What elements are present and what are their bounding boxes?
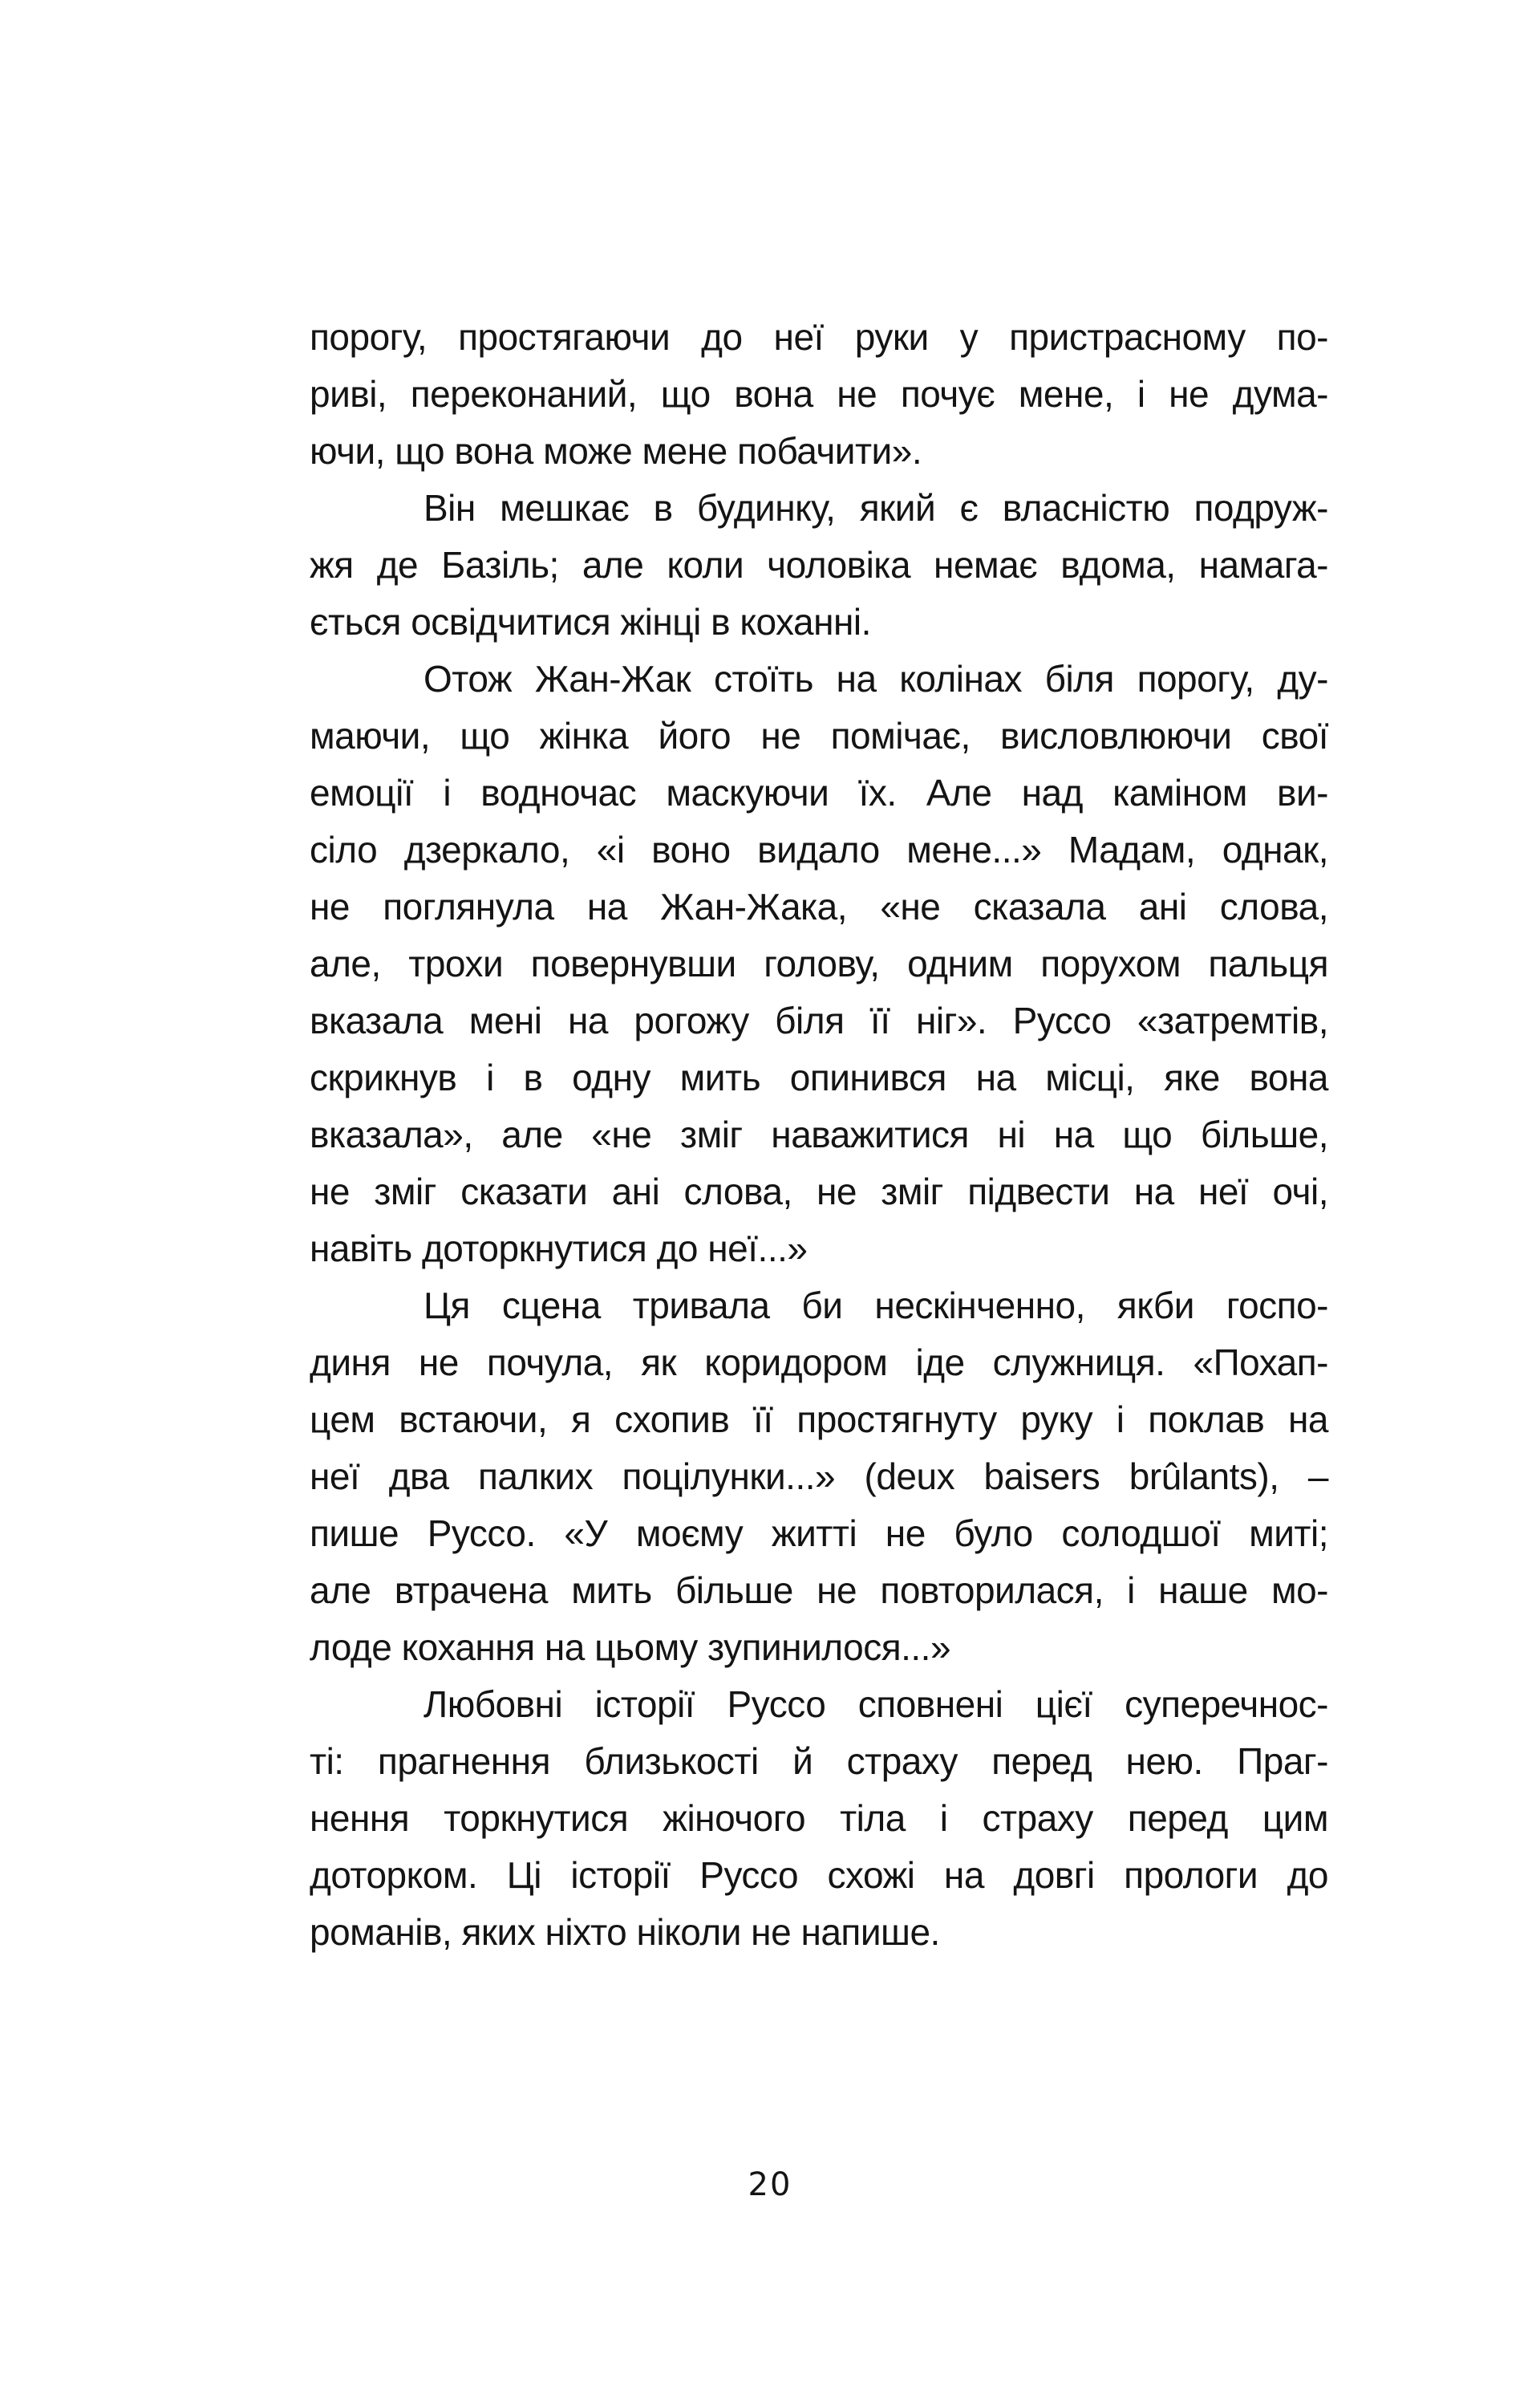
- text-line: сіло дзеркало, «і воно видало мене...» Мадам, однак,: [310, 829, 1328, 871]
- text-line: вказала», але «не зміг наважитися ні на що більше,: [310, 1114, 1328, 1155]
- body-text: [310, 309, 1328, 1961]
- text-line: жя де Базіль; але коли чоловіка немає вдома, намага-: [310, 544, 1328, 586]
- text-line: Ця сцена тривала би нескінченно, якби госпо-: [424, 1285, 1328, 1326]
- text-line: диня не почула, як коридором іде служниця. «Похап-: [310, 1342, 1328, 1383]
- text-line: маючи, що жінка його не помічає, висловлюючи свої: [310, 715, 1328, 757]
- paragraph: [310, 480, 1328, 651]
- text-line: не зміг сказати ані слова, не зміг підвести на неї очі,: [310, 1171, 1328, 1212]
- paragraph: [310, 1676, 1328, 1961]
- page-number: 20: [748, 2166, 792, 2203]
- text-line: Любовні історії Руссо сповнені цієї суперечнос-: [424, 1683, 1328, 1725]
- paragraph: [310, 651, 1328, 1277]
- text-line: навіть доторкнутися до неї...»: [310, 1228, 808, 1269]
- text-line: риві, переконаний, що вона не почує мене, і не дума-: [310, 373, 1328, 415]
- text-line: не поглянула на Жан-Жака, «не сказала ані слова,: [310, 886, 1328, 928]
- text-line: емоції і водночас маскуючи їх. Але над каміном ви-: [310, 772, 1328, 814]
- text-line: лоде кохання на цьому зупинилося...»: [310, 1626, 951, 1668]
- text-line: але втрачена мить більше не повторилася, і наше мо-: [310, 1569, 1328, 1611]
- text-line: нення торкнутися жіночого тіла і страху перед цим: [310, 1797, 1328, 1839]
- text-line: але, трохи повернувши голову, одним порухом пальця: [310, 943, 1328, 984]
- text-line: неї два палких поцілунки...» (deux baisers brûlants), –: [310, 1455, 1328, 1497]
- text-line: ється освідчитися жінці в коханні.: [310, 601, 871, 643]
- text-line: ючи, що вона може мене побачити».: [310, 430, 922, 472]
- text-line: пише Руссо. «У моєму житті не було солодшої миті;: [310, 1512, 1328, 1554]
- text-line: вказала мені на рогожу біля її ніг». Руссо «затремтів,: [310, 1000, 1328, 1041]
- text-line: цем встаючи, я схопив її простягнуту руку і поклав на: [310, 1398, 1328, 1440]
- text-line: скрикнув і в одну мить опинився на місці, яке вона: [310, 1057, 1328, 1098]
- text-line: доторком. Ці історії Руссо схожі на довгі прологи до: [310, 1854, 1328, 1896]
- paragraph: [310, 309, 1328, 480]
- paragraph: [310, 1277, 1328, 1676]
- text-line: Отож Жан-Жак стоїть на колінах біля порогу, ду-: [424, 658, 1328, 700]
- text-line: порогу, простягаючи до неї руки у пристрасному по-: [310, 316, 1328, 358]
- text-line: Він мешкає в будинку, який є власністю подруж-: [424, 487, 1328, 529]
- text-line: ті: прагнення близькості й страху перед нею. Праг-: [310, 1740, 1328, 1782]
- text-line: романів, яких ніхто ніколи не напише.: [310, 1911, 940, 1953]
